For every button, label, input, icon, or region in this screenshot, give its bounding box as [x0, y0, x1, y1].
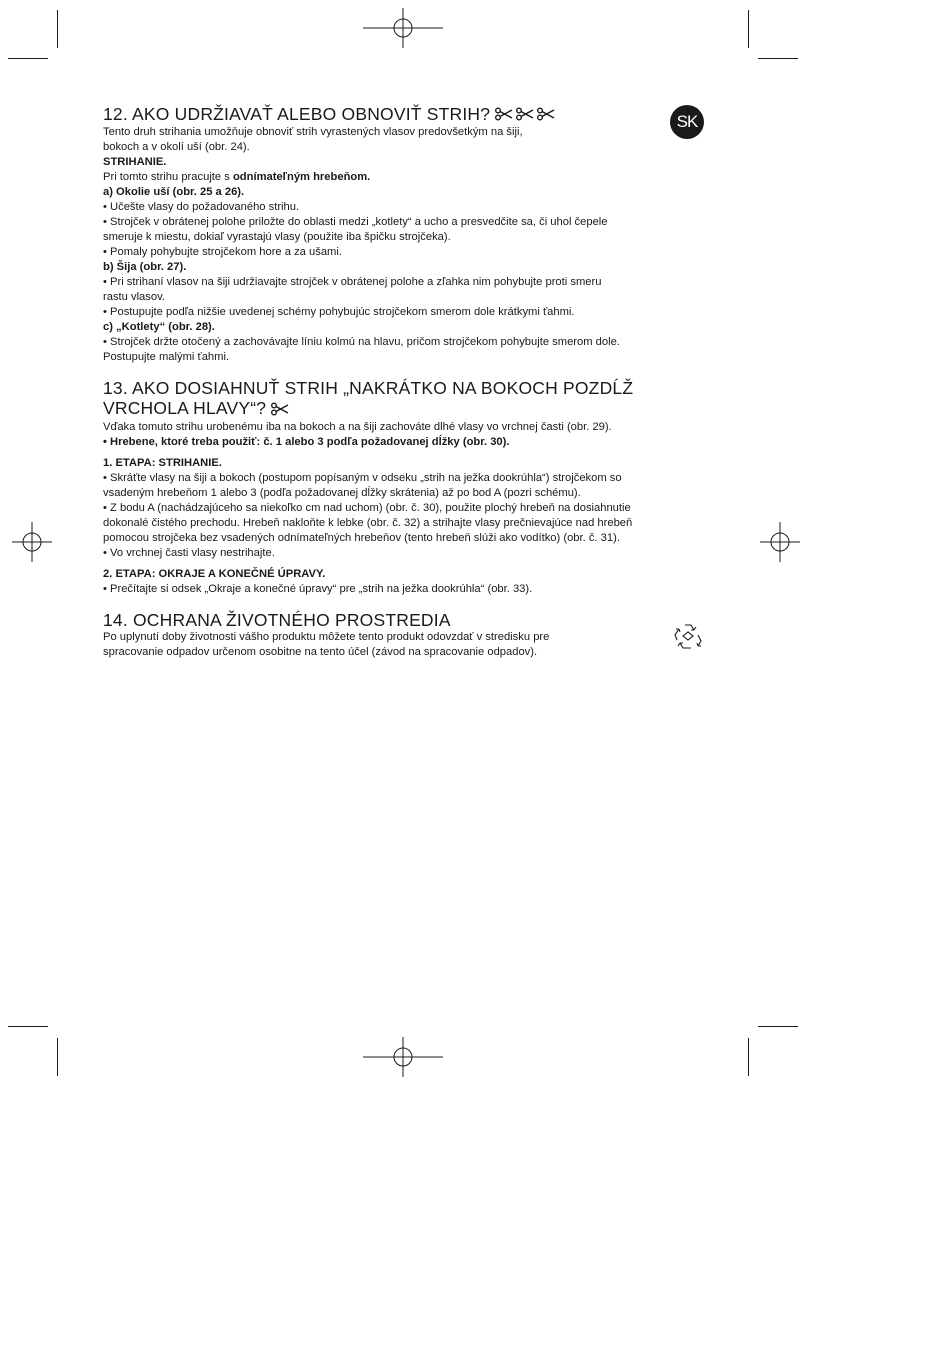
- strihanie-text: [103, 170, 703, 185]
- crop-mark: [8, 58, 48, 59]
- section-13-title-line1: 13. AKO DOSIAHNUŤ STRIH „NAKRÁTKO NA BOKOCH POZDĹŽ: [103, 378, 634, 399]
- subsection-b-line: • Pri strihaní vlasov na šiji udržiavajte strojček v obrátenej polohe a zľahka nim pohybujte proti smeru: [103, 276, 602, 289]
- subsection-a-line: smeruje k miestu, dokiaľ vyrastajú vlasy (použite iba špičku strojčeka).: [103, 231, 451, 244]
- section-14-heading: 14. OCHRANA ŽIVOTNÉHO PROSTREDIA: [103, 609, 451, 630]
- strihanie-text-plain: Pri tomto strihu pracujte s: [103, 171, 233, 184]
- etapa-2-heading: 2. ETAPA: OKRAJE A KONEČNÉ ÚPRAVY.: [103, 567, 326, 580]
- manual-page-content: [103, 104, 703, 660]
- etapa-1-line: • Vo vrchnej časti vlasy nestrihajte.: [103, 546, 275, 559]
- section-12-intro-line: bokoch a v okolí uší (obr. 24).: [103, 141, 250, 154]
- subsection-c-line: • Strojček držte otočený a zachovávajte líniu kolmú na hlavu, pričom strojčekom pohybujte smerom dole.: [103, 336, 620, 349]
- crop-mark: [758, 1026, 798, 1027]
- subsection-b-line: • Postupujte podľa nižšie uvedenej schémy pohybujúc strojčekom smerom dole krátkymi ťahmi.: [103, 306, 575, 319]
- strihanie-heading: STRIHANIE.: [103, 156, 167, 169]
- section-13-heading: [103, 378, 703, 419]
- etapa-2-text: • Prečítajte si odsek „Okraje a konečné úpravy“ pre „strih na ježka dookrúhla“ (obr. 33).: [103, 582, 533, 595]
- etapa-1-line: pomocou strojčeka bez vsadených odnímateľných hrebeňov (tento hrebeň slúži ako vodítko) (obr. č. 31).: [103, 531, 620, 544]
- language-badge: SK: [670, 105, 704, 139]
- etapa-1-line: • Skráťte vlasy na šiji a bokoch (postupom popísaným v odseku „strih na ježka dookrúhla“) strojčekom so: [103, 471, 622, 484]
- scissors-icon: [271, 400, 291, 420]
- etapa-1-heading: 1. ETAPA: STRIHANIE.: [103, 456, 222, 469]
- subsection-a-line: • Strojček v obrátenej polohe priložte do oblasti medzi „kotlety“ a ucho a presvedčite sa, či uhol čepele: [103, 216, 608, 229]
- section-12-heading: [103, 104, 703, 125]
- section-13-title-line2: VRCHOLA HLAVY“?: [103, 398, 267, 419]
- subsection-b-heading: b) Šija (obr. 27).: [103, 261, 187, 274]
- subsection-c-line: Postupujte malými ťahmi.: [103, 351, 230, 364]
- crop-mark: [8, 1026, 48, 1027]
- crop-mark: [748, 1038, 749, 1076]
- combs-to-use: • Hrebene, ktoré treba použiť: č. 1 alebo 3 podľa požadovanej dĺžky (obr. 30).: [103, 435, 510, 448]
- etapa-1-line: • Z bodu A (nachádzajúceho sa niekoľko cm nad uchom) (obr. č. 30), použite plochý hrebeň na dosiahnutie: [103, 501, 631, 514]
- crop-mark: [758, 58, 798, 59]
- registration-mark-icon: [363, 1037, 443, 1077]
- scissors-icon: [495, 105, 557, 125]
- etapa-1-line: dokonalé čistého prechodu. Hrebeň nakloňte k lebke (obr. č. 32) a strihajte vlasy prečnievajúce nad hrebeň: [103, 516, 633, 529]
- subsection-a-heading: a) Okolie uší (obr. 25 a 26).: [103, 186, 245, 199]
- registration-mark-icon: [363, 8, 443, 48]
- strihanie-text-bold: odnímateľným hrebeňom.: [232, 171, 371, 184]
- section-12-intro-line: Tento druh strihania umožňuje obnoviť strih vyrastených vlasov predovšetkým na šiji,: [103, 126, 523, 139]
- subsection-b-line: rastu vlasov.: [103, 291, 165, 304]
- registration-mark-icon: [12, 522, 52, 562]
- section-14-line: spracovanie odpadov určenom osobitne na tento účel (závod na spracovanie odpadov).: [103, 645, 538, 658]
- section-14-line: Po uplynutí doby životnosti vášho produktu môžete tento produkt odovzdať v stredisku pre: [103, 630, 550, 643]
- crop-mark: [748, 10, 749, 48]
- crop-mark: [57, 10, 58, 48]
- crop-mark: [57, 1038, 58, 1076]
- subsection-a-line: • Pomaly pohybujte strojčekom hore a za ušami.: [103, 246, 342, 259]
- registration-mark-icon: [760, 522, 800, 562]
- subsection-a-line: • Učešte vlasy do požadovaného strihu.: [103, 201, 300, 214]
- section-12-title: 12. AKO UDRŽIAVAŤ ALEBO OBNOVIŤ STRIH?: [103, 104, 491, 124]
- section-13-intro: Vďaka tomuto strihu urobenému iba na bokoch a na šiji zachováte dlhé vlasy vo vrchnej časti (obr. 29).: [103, 420, 612, 433]
- etapa-1-line: vsadeným hrebeňom 1 alebo 3 (podľa požadovanej dĺžky skrátenia) až po bod A (pozri schému).: [103, 486, 581, 499]
- subsection-c-heading: c) „Kotlety“ (obr. 28).: [103, 321, 215, 334]
- recycle-icon: [673, 621, 703, 651]
